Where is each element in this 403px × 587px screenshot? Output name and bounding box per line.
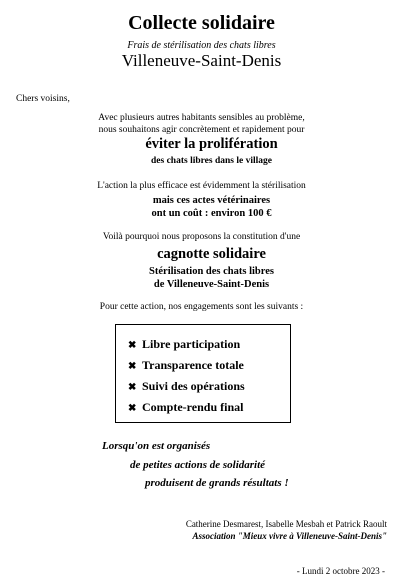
cost-line: ont un coût : environ 100 €: [151, 208, 272, 219]
commitment-label: Suivi des opérations: [142, 379, 245, 393]
greeting: Chers voisins,: [16, 94, 70, 104]
cost-line: mais ces actes vétérinaires: [152, 195, 271, 206]
closing-line: de petites actions de solidarité: [130, 459, 266, 471]
commitment-item: [128, 397, 290, 418]
goal-heading: éviter la prolifération: [145, 136, 278, 152]
commitment-item: [128, 376, 290, 397]
document-date: - Lundi 2 octobre 2023 -: [296, 566, 385, 576]
city-name: Villeneuve-Saint-Denis: [121, 51, 282, 70]
commitment-item: [128, 355, 290, 376]
proposal-text: Voilà pourquoi nous proposons la constitution d'une: [102, 232, 301, 242]
closing-line: Lorsqu'on est organisés: [102, 440, 211, 452]
commitment-label: Libre participation: [142, 337, 241, 351]
commitment-label: Transparence totale: [142, 358, 244, 372]
cross-icon: ✖: [128, 403, 137, 414]
kitty-line: Stérilisation des chats libres: [149, 266, 274, 277]
kitty-heading: cagnotte solidaire: [157, 246, 266, 262]
cross-icon: ✖: [128, 361, 137, 372]
commitment-item: [128, 334, 290, 355]
commitments-intro: Pour cette action, nos engagements sont les suivants :: [99, 302, 304, 312]
goal-subheading: des chats libres dans le village: [151, 156, 272, 166]
commitments-list: [116, 325, 290, 418]
page-title: Collecte solidaire: [128, 12, 275, 34]
commitments-box: [115, 324, 291, 423]
closing-line: produisent de grands résultats !: [145, 477, 289, 489]
intro-paragraph: [0, 112, 403, 136]
intro-line: Avec plusieurs autres habitants sensibles au problème,: [98, 113, 305, 123]
kitty-line: de Villeneuve-Saint-Denis: [153, 279, 270, 290]
intro-line: nous souhaitons agir concrètement et rapidement pour: [98, 125, 305, 135]
commitment-label: Compte-rendu final: [142, 400, 244, 414]
cross-icon: ✖: [128, 382, 137, 393]
action-text: L'action la plus efficace est évidemment la stérilisation: [97, 181, 306, 191]
signature-names: Catherine Desmarest, Isabelle Mesbah et Patrick Raoult: [185, 519, 387, 529]
cross-icon: ✖: [128, 340, 137, 351]
signature-association: Association "Mieux vivre à Villeneuve-Saint-Denis": [192, 531, 387, 541]
page-subtitle: Frais de stérilisation des chats libres: [127, 40, 276, 51]
